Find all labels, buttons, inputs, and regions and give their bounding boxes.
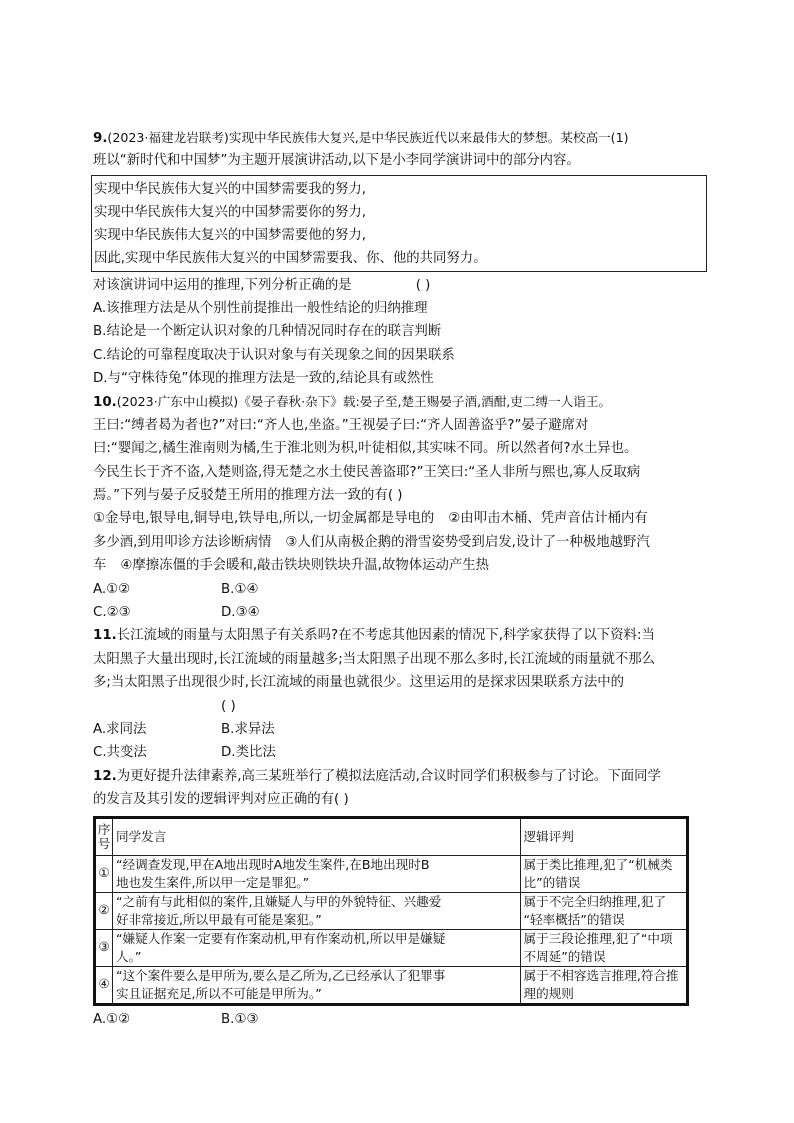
option-c: C.结论的可靠程度取决于认识对象与有关现象之间的因果联系 xyxy=(93,347,455,363)
judgement-line: “轻率概括”的错误 xyxy=(523,911,625,927)
item-text: ②由叩击木桶、凭声音估计桶内有 xyxy=(448,511,648,527)
table-row xyxy=(95,855,688,892)
judgement-line: 属于三段论推理,犯了“中项 xyxy=(523,930,673,946)
question-text: 班以“新时代和中国梦”为主题开展演讲活动,以下是小李同学演讲词中的部分内容。 xyxy=(93,153,580,169)
question-text: (2023·福建龙岩联考)实现中华民族伟大复兴,是中华民族近代以来最伟大的梦想。某校高一(1) xyxy=(107,130,629,145)
question-number: 11. xyxy=(93,628,117,644)
option-a: A.该推理方法是从个别性前提推出一般性结论的归纳推理 xyxy=(93,300,428,316)
excerpt-line: 实现中华民族伟大复兴的中国梦需要他的努力, xyxy=(94,228,367,244)
answer-blank: ( ) xyxy=(415,277,431,293)
judgement-line: 不周延”的错误 xyxy=(523,948,606,964)
item-text: ①金导电,银导电,铜导电,铁导电,所以,一切金属都是导电的 xyxy=(93,511,435,527)
option-b: B.结论是一个断定认识对象的几种情况同时存在的联言判断 xyxy=(93,324,442,340)
page-content xyxy=(93,126,705,1031)
speech-line: 实且证据充足,所以不可能是甲所为。” xyxy=(115,985,322,1001)
option-c: C.②③ xyxy=(93,605,131,620)
logic-judgement-table xyxy=(93,816,689,1006)
judgement-line: 属于类比推理,犯了“机械类 xyxy=(523,856,673,872)
question-text: 的发言及其引发的逻辑评判对应正确的有( ) xyxy=(93,792,349,808)
option-b: B.求异法 xyxy=(221,721,275,737)
excerpt-line: 因此,实现中华民族伟大复兴的中国梦需要我、你、他的共同努力。 xyxy=(94,251,487,267)
option-a: A.①② xyxy=(93,581,131,597)
item-text: 多少酒,到用叩诊方法诊断病情 xyxy=(93,534,272,550)
header-speech: 同学发言 xyxy=(112,817,520,855)
question-number: 10. xyxy=(93,395,117,411)
answer-blank: ( ) xyxy=(221,698,236,714)
option-b: B.①③ xyxy=(221,1011,259,1027)
question-text: 长江流域的雨量与太阳黑子有关系吗?在不考虑其他因素的情况下,科学家获得了以下资料:当 xyxy=(116,628,655,644)
row-index: ③ xyxy=(98,938,110,954)
table-header-row xyxy=(95,817,688,855)
speech-line: 地也发生案件,所以甲一定是罪犯。” xyxy=(115,874,310,890)
item-text: ④摩擦冻僵的手会暖和,敲击铁块则铁块升温,故物体运动产生热 xyxy=(120,558,490,574)
speech-line: 人。” xyxy=(115,948,142,964)
speech-line: “经调查发现,甲在A地出现时A地发生案件,在B地出现时B xyxy=(115,856,430,872)
table-row xyxy=(95,966,688,1004)
question-stem: 对该演讲词中运用的推理,下列分析正确的是 xyxy=(93,277,352,293)
question-text: 焉。”下列与晏子反驳楚王所用的推理方法一致的有( ) xyxy=(93,488,403,504)
header-judgement: 逻辑评判 xyxy=(520,817,688,855)
question-12 xyxy=(93,765,705,1031)
question-text: 为更好提升法律素养,高三某班举行了模拟法庭活动,合议时同学们积极参与了讨论。下面同学 xyxy=(116,768,661,784)
header-index: 序号 xyxy=(95,817,113,855)
speech-excerpt-box xyxy=(91,175,707,272)
item-text: ③人们从南极企鹅的滑雪姿势受到启发,设计了一种极地越野汽 xyxy=(285,534,650,550)
question-text: (2023·广东中山模拟)《晏子春秋·杂下》载:晏子至,楚王赐晏子酒,酒酣,吏二缚一人诣王。 xyxy=(116,394,612,410)
judgement-line: 理的规则 xyxy=(523,985,574,1001)
speech-line: 好非常接近,所以甲最有可能是案犯。” xyxy=(115,911,322,927)
judgement-line: 比”的错误 xyxy=(523,874,581,890)
question-text: 太阳黑子大量出现时,长江流域的雨量越多;当太阳黑子出现不那么多时,长江流域的雨量就不那么 xyxy=(93,651,656,667)
question-11 xyxy=(93,624,705,764)
option-c: C.共变法 xyxy=(93,745,147,761)
row-index: ④ xyxy=(98,975,110,991)
question-text: 多;当太阳黑子出现很少时,长江流域的雨量也就很少。这里运用的是探求因果联系方法中的 xyxy=(93,675,624,691)
option-d: D.类比法 xyxy=(221,745,276,761)
row-index: ① xyxy=(98,864,110,880)
option-d: D.③④ xyxy=(221,605,260,620)
option-b: B.①④ xyxy=(221,581,259,597)
table-row xyxy=(95,892,688,929)
question-number: 12. xyxy=(93,768,117,784)
judgement-line: 属于不相容选言推理,符合推 xyxy=(523,967,679,983)
item-text: 车 xyxy=(93,558,107,574)
question-number: 9. xyxy=(93,131,108,146)
question-10 xyxy=(93,390,705,624)
excerpt-line: 实现中华民族伟大复兴的中国梦需要你的努力, xyxy=(94,204,367,220)
option-d: D.与“守株待兔”体现的推理方法是一致的,结论具有或然性 xyxy=(93,371,434,387)
excerpt-line: 实现中华民族伟大复兴的中国梦需要我的努力, xyxy=(94,181,367,197)
question-text: 今民生长于齐不盗,入楚则盗,得无楚之水土使民善盗耶?”王笑曰:“圣人非所与熙也,寡人反取病 xyxy=(93,464,641,480)
speech-line: “这个案件要么是甲所为,要么是乙所为,乙已经承认了犯罪事 xyxy=(115,967,446,983)
option-a: A.求同法 xyxy=(93,721,147,737)
row-index: ② xyxy=(98,901,110,917)
speech-line: “之前有与此相似的案件,且嫌疑人与甲的外貌特征、兴趣爱 xyxy=(115,893,442,909)
judgement-line: 属于不完全归纳推理,犯了 xyxy=(523,893,667,909)
option-a: A.①② xyxy=(93,1011,131,1027)
question-9 xyxy=(93,126,705,390)
question-text: 曰:“婴闻之,橘生淮南则为橘,生于淮北则为枳,叶徒相似,其实味不同。所以然者何?水土异也。 xyxy=(93,441,638,457)
table-row xyxy=(95,929,688,966)
question-text: 王曰:“缚者曷为者也?”对曰:“齐人也,坐盗。”王视晏子曰:“齐人固善盗乎?”晏子避席对 xyxy=(93,417,589,433)
speech-line: “嫌疑人作案一定要有作案动机,甲有作案动机,所以甲是嫌疑 xyxy=(115,930,446,946)
